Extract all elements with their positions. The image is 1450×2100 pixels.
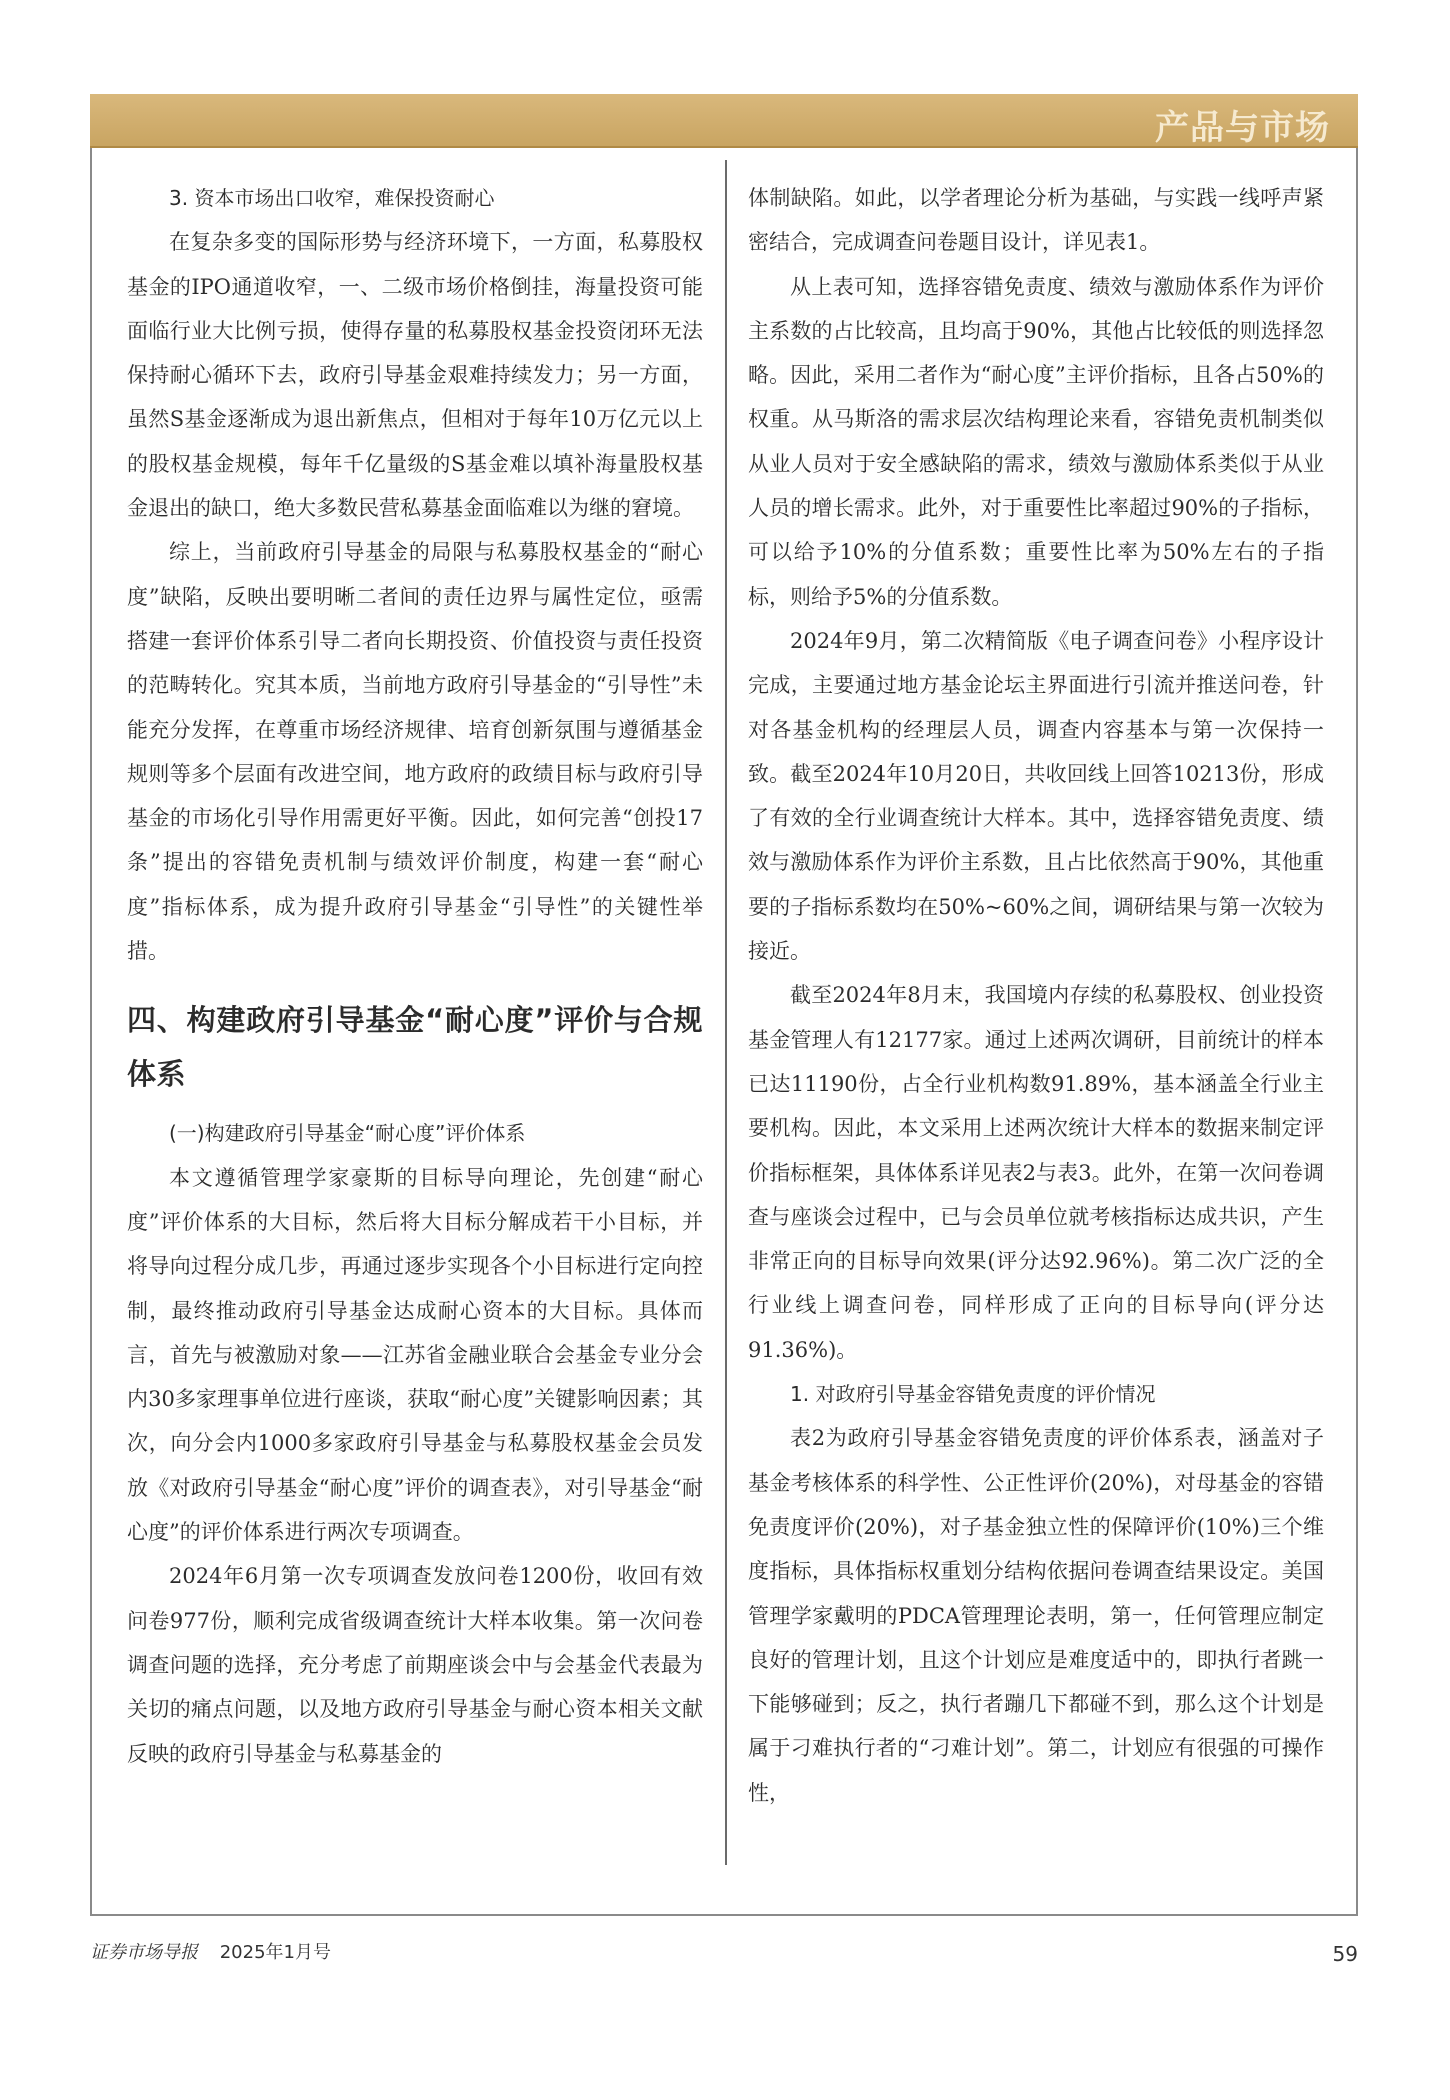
subsection-heading: 1. 对政府引导基金容错免责度的评价情况 xyxy=(790,1382,1156,1407)
section-title: 产品与市场 xyxy=(1155,108,1330,148)
issue-label: 2025年1月号 xyxy=(219,1942,331,1963)
journal-name: 证券市场导报 xyxy=(90,1942,198,1963)
footer-journal-info xyxy=(90,1938,331,1964)
paragraph: 表2为政府引导基金容错免责度的评价体系表，涵盖对子基金考核体系的科学性、公正性评价(20%)，对母基金的容错免责度评价(20%)，对子基金独立性的保障评价(10%)三个维度指标，具体指标权重划分结构依据问卷调查结果设定。美国管理学家戴明的PDCA管理理论表明，第一，任何管理应制定良好的管理计划，且这个计划应是难度适中的，即执行者跳一下能够碰到；反之，执行者蹦几下都碰不到，那么这个计划是属于刁难执行者的“刁难计划”。第二，计划应有很强的可操作性， xyxy=(748,1426,1324,1805)
paragraph: 从上表可知，选择容错免责度、绩效与激励体系作为评价主系数的占比较高，且均高于90%，其他占比较低的则选择忽略。因此，采用二者作为“耐心度”主评价指标，且各占50%的权重。从马斯洛的需求层次结构理论来看，容错免责机制类似从业人员对于安全感缺陷的需求，绩效与激励体系类似于从业人员的增长需求。此外，对于重要性比率超过90%的子指标，可以给予10%的分值系数；重要性比率为50%左右的子指标，则给予5%的分值系数。 xyxy=(748,274,1324,609)
paragraph: 体制缺陷。如此，以学者理论分析为基础，与实践一线呼声紧密结合，完成调查问卷题目设计，详见表1。 xyxy=(748,186,1324,255)
left-column xyxy=(127,176,703,1776)
paragraph: 在复杂多变的国际形势与经济环境下，一方面，私募股权基金的IPO通道收窄，一、二级市场价格倒挂，海量投资可能面临行业大比例亏损，使得存量的私募股权基金投资闭环无法保持耐心循环下去，政府引导基金艰难持续发力；另一方面，虽然S基金逐渐成为退出新焦点，但相对于每年10万亿元以上的股权基金规模，每年千亿量级的S基金难以填补海量股权基金退出的缺口，绝大多数民营私募基金面临难以为继的窘境。 xyxy=(127,230,703,521)
subsection-heading: (一)构建政府引导基金“耐心度”评价体系 xyxy=(169,1121,526,1146)
right-column xyxy=(748,176,1324,1815)
paragraph: 2024年6月第一次专项调查发放问卷1200份，收回有效问卷977份，顺利完成省级调查统计大样本收集。第一次问卷调查问题的选择，充分考虑了前期座谈会中与会基金代表最为关切的痛点问题，以及地方政府引导基金与耐心资本相关文献反映的政府引导基金与私募基金的 xyxy=(127,1564,703,1766)
subsection-heading: 3. 资本市场出口收窄，难保投资耐心 xyxy=(169,186,495,210)
paragraph: 2024年9月，第二次精简版《电子调查问卷》小程序设计完成，主要通过地方基金论坛主界面进行引流并推送问卷，针对各基金机构的经理层人员，调查内容基本与第一次保持一致。截至2024年10月20日，共收回线上回答10213份，形成了有效的全行业调查统计大样本。其中，选择容错免责度、绩效与激励体系作为评价主系数，且占比依然高于90%，其他重要的子指标系数均在50%~60%之间，调研结果与第一次较为接近。 xyxy=(748,628,1324,964)
page-number: 59 xyxy=(1332,1942,1358,1966)
paragraph: 综上，当前政府引导基金的局限与私募股权基金的“耐心度”缺陷，反映出要明晰二者间的责任边界与属性定位，亟需搭建一套评价体系引导二者向长期投资、价值投资与责任投资的范畴转化。究其本质，当前地方政府引导基金的“引导性”未能充分发挥，在尊重市场经济规律、培育创新氛围与遵循基金规则等多个层面有改进空间，地方政府的政绩目标与政府引导基金的市场化引导作用需更好平衡。因此，如何完善“创投17条”提出的容错免责机制与绩效评价制度，构建一套“耐心度”指标体系，成为提升政府引导基金“引导性”的关键性举措。 xyxy=(127,540,703,964)
paragraph: 本文遵循管理学家豪斯的目标导向理论，先创建“耐心度”评价体系的大目标，然后将大目标分解成若干小目标，并将导向过程分成几步，再通过逐步实现各个小目标进行定向控制，最终推动政府引导基金达成耐心资本的大目标。具体而言，首先与被激励对象——江苏省金融业联合会基金专业分会内30多家理事单位进行座谈，获取“耐心度”关键影响因素；其次，向分会内1000多家政府引导基金与私募股权基金会员发放《对政府引导基金“耐心度”评价的调查表》，对引导基金“耐心度”的评价体系进行两次专项调查。 xyxy=(127,1165,703,1545)
paragraph: 截至2024年8月末，我国境内存续的私募股权、创业投资基金管理人有12177家。通过上述两次调研，目前统计的样本已达11190份，占全行业机构数91.89%，基本涵盖全行业主要机构。因此，本文采用上述两次统计大样本的数据来制定评价指标框架，具体体系详见表2与表3。此外，在第一次问卷调查与座谈会过程中，已与会员单位就考核指标达成共识，产生非常正向的目标导向效果(评分达92.96%)。第二次广泛的全行业线上调查问卷，同样形成了正向的目标导向(评分达91.36%)。 xyxy=(748,983,1324,1362)
section-header-bar xyxy=(90,94,1358,148)
section-heading: 四、构建政府引导基金“耐心度”评价与合规体系 xyxy=(127,1003,703,1092)
column-divider xyxy=(725,160,727,1865)
